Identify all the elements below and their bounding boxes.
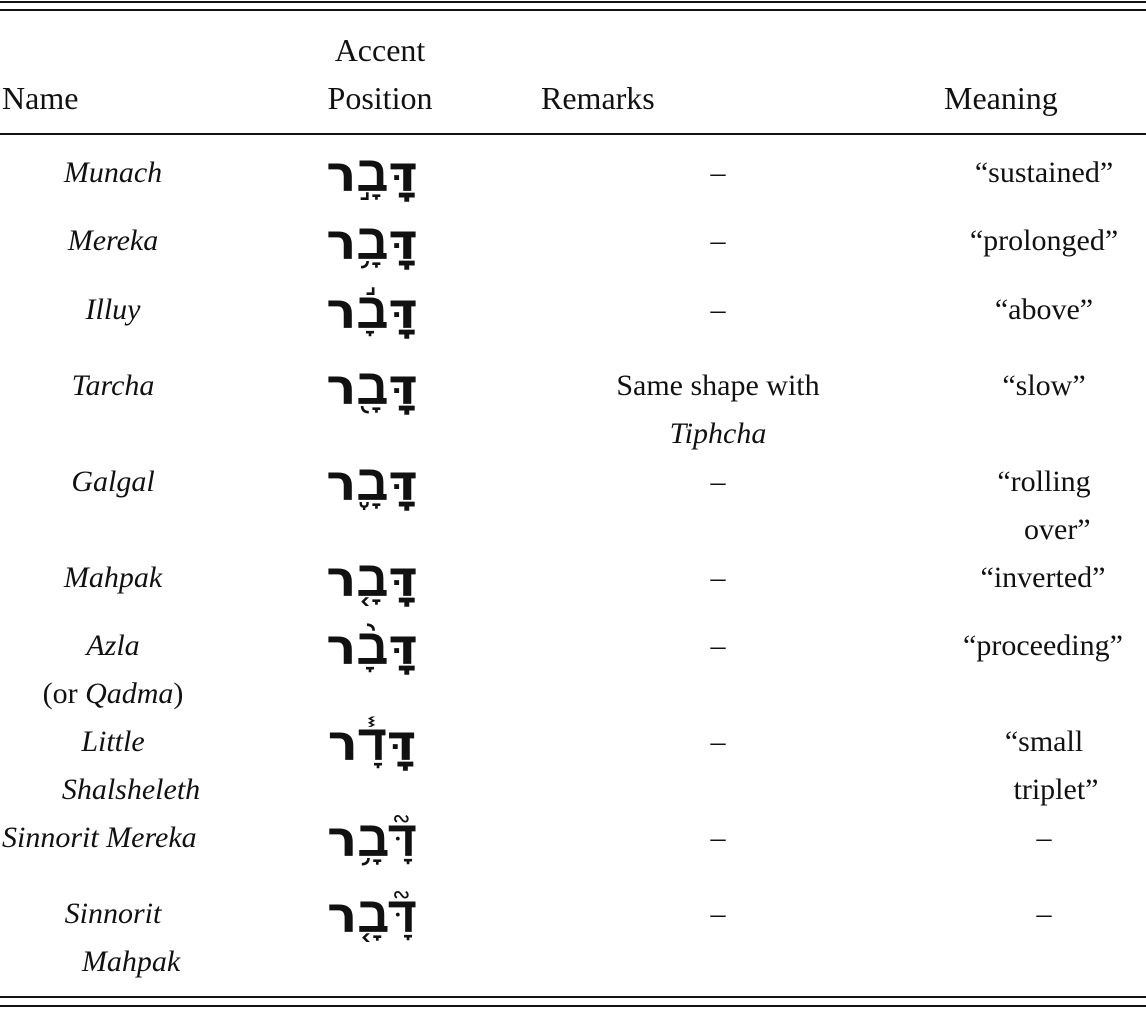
header-remarks: Remarks bbox=[541, 80, 655, 116]
header-accent-line2: Position bbox=[327, 80, 433, 116]
header-name: Name bbox=[2, 80, 79, 116]
row-1-name: Munach bbox=[63, 156, 163, 189]
row-9-accent: דָּ֘בָ֥ר bbox=[327, 810, 417, 868]
row-3-meaning: “above” bbox=[994, 293, 1094, 326]
row-5-accent: דָּבָ֪ר bbox=[326, 454, 418, 512]
row-7-remarks: – bbox=[710, 629, 726, 662]
top-rule-inner bbox=[0, 9, 1146, 11]
row-1-accent: דָּבָ֣ר bbox=[326, 145, 418, 203]
row-4-remarks-line1: Same shape with bbox=[616, 369, 820, 402]
row-3-name: Illuy bbox=[85, 293, 141, 326]
row-8-meaning-line2: triplet” bbox=[1013, 773, 1099, 806]
row-10-name-line2: Mahpak bbox=[81, 945, 181, 978]
row-9-remarks: – bbox=[710, 821, 726, 854]
header-rule bbox=[0, 133, 1146, 135]
row-1-meaning: “sustained” bbox=[974, 156, 1114, 189]
bottom-rule-outer bbox=[0, 1005, 1146, 1007]
row-4-accent: דָּבָ֖ר bbox=[326, 358, 418, 416]
row-6-accent: דָּבָ֤ר bbox=[326, 550, 418, 608]
row-7-name-line2: (or Qadma) bbox=[42, 677, 184, 710]
row-8-accent: דָּדָ֓ר bbox=[327, 714, 417, 772]
row-5-meaning-line2: over” bbox=[1024, 513, 1091, 546]
row-8-remarks: – bbox=[710, 725, 726, 758]
row-2-remarks: – bbox=[710, 224, 726, 257]
row-8-meaning-line1: “small bbox=[1004, 725, 1084, 758]
row-3-remarks: – bbox=[710, 293, 726, 326]
row-3-accent: דָּבָ֬ר bbox=[326, 282, 418, 340]
row-4-remarks-line2: Tiphcha bbox=[669, 417, 767, 450]
row-5-name: Galgal bbox=[71, 465, 155, 498]
row-9-meaning: – bbox=[1036, 821, 1052, 854]
row-4-meaning: “slow” bbox=[1002, 369, 1086, 402]
row-2-meaning: “prolonged” bbox=[969, 224, 1119, 257]
row-2-accent: דָּבָ֥ר bbox=[326, 213, 418, 271]
row-8-name-line1: Little bbox=[81, 725, 145, 758]
row-5-meaning-line1: “rolling bbox=[997, 465, 1091, 498]
row-5-remarks: – bbox=[710, 465, 726, 498]
row-7-accent: דָּבָ֨ר bbox=[326, 618, 418, 676]
row-6-remarks: – bbox=[710, 561, 726, 594]
row-10-accent: דָּ֘בָ֤ר bbox=[327, 886, 417, 944]
row-6-name: Mahpak bbox=[63, 561, 163, 594]
row-2-name: Mereka bbox=[67, 224, 159, 257]
row-6-meaning: “inverted” bbox=[980, 561, 1106, 594]
row-10-name-line1: Sinnorit bbox=[64, 897, 162, 930]
row-10-remarks: – bbox=[710, 897, 726, 930]
row-10-meaning: – bbox=[1036, 897, 1052, 930]
row-7-meaning: “proceeding” bbox=[963, 629, 1123, 662]
header-accent-line1: Accent bbox=[334, 32, 426, 68]
top-rule-outer bbox=[0, 1, 1146, 3]
row-9-name: Sinnorit Mereka bbox=[2, 821, 197, 854]
header-meaning: Meaning bbox=[944, 80, 1058, 116]
bottom-rule-inner bbox=[0, 996, 1146, 998]
row-8-name-line2: Shalsheleth bbox=[61, 773, 201, 806]
row-7-name-line1: Azla bbox=[86, 629, 140, 662]
row-1-remarks: – bbox=[710, 156, 726, 189]
row-4-name: Tarcha bbox=[71, 369, 155, 402]
